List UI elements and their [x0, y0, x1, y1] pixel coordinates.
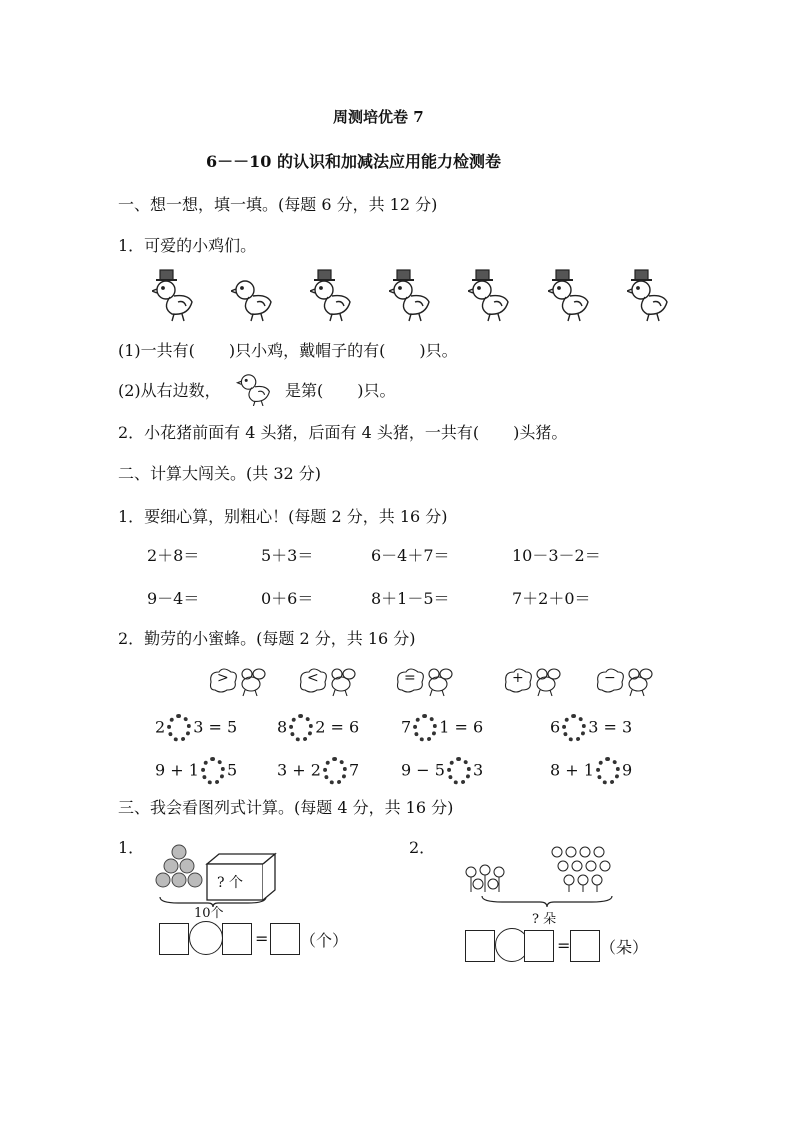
- text: 8: [277, 717, 288, 737]
- text: 3 + 2: [277, 760, 321, 780]
- answer-ring[interactable]: [413, 714, 437, 742]
- text: 1 = 6: [439, 717, 484, 737]
- box-label: ? 个: [217, 875, 243, 891]
- answer-circle[interactable]: [189, 921, 223, 955]
- chick-icon: [231, 266, 275, 322]
- answer-ring[interactable]: [323, 757, 347, 785]
- bee-with-sign: [502, 664, 562, 698]
- chick-with-hat-icon: [468, 266, 512, 322]
- p2-number: 2．: [409, 838, 436, 857]
- balls-icon: [153, 842, 205, 898]
- q1-1-part1: [118, 338, 458, 361]
- bee-with-sign: [207, 664, 267, 698]
- text: 3 = 3: [588, 717, 633, 737]
- text: 9 − 5: [401, 760, 445, 780]
- section-3-heading: 三、我会看图列式计算。(每题 4 分，共 16 分): [118, 798, 454, 817]
- text: (2)从右边数，: [118, 381, 221, 400]
- text: )只小鸡，戴帽子的有(: [228, 341, 386, 360]
- chick-with-hat-icon: [152, 266, 196, 322]
- text: 3: [472, 760, 484, 780]
- q2-1-label: 1．要细心算，别粗心！(每题 2 分，共 16 分): [118, 507, 448, 526]
- bee-fill-item: [277, 714, 359, 742]
- answer-ring[interactable]: [596, 757, 620, 785]
- bee-fill-item: [155, 714, 237, 742]
- answer-box[interactable]: [465, 930, 495, 962]
- text: 3 = 5: [193, 717, 238, 737]
- chick-with-hat-icon: [389, 266, 433, 322]
- calc-item[interactable]: 5＋3＝: [261, 546, 314, 565]
- q2-2-label: 2．勤劳的小蜜蜂。(每题 2 分，共 16 分): [118, 629, 416, 648]
- answer-box[interactable]: [159, 923, 189, 955]
- bee-fill-item: [550, 714, 632, 742]
- chick-with-hat-icon: [548, 266, 592, 322]
- text: )头猪。: [513, 423, 568, 442]
- bee-fill-item: [401, 714, 483, 742]
- page-title: 周测培优卷 7: [333, 108, 424, 126]
- calc-item[interactable]: 10－3－2＝: [512, 546, 601, 565]
- bee-fill-item: [401, 757, 483, 785]
- bee-fill-item: [550, 757, 632, 785]
- bee-sign: +: [512, 670, 524, 686]
- calc-item[interactable]: 7＋2＋0＝: [512, 589, 591, 608]
- text: 6: [550, 717, 561, 737]
- calc-item[interactable]: 6－4＋7＝: [371, 546, 450, 565]
- bee-fill-item: [155, 757, 237, 785]
- chick-with-hat-icon: [310, 266, 354, 322]
- text: 是第(: [285, 381, 324, 400]
- text: 9 + 1: [155, 760, 199, 780]
- bee-sign: =: [404, 670, 416, 686]
- flowers-right-icon: [549, 844, 615, 894]
- text: 7: [348, 760, 360, 780]
- bee-fill-item: [277, 757, 359, 785]
- brace-label: ? 朵: [532, 912, 557, 927]
- chick-with-hat-icon: [627, 266, 671, 322]
- bee-sign: >: [217, 670, 229, 686]
- text: 2 = 6: [315, 717, 360, 737]
- bee-with-sign: [394, 664, 454, 698]
- answer-box[interactable]: [524, 930, 554, 962]
- answer-box[interactable]: [222, 923, 252, 955]
- text: 2: [155, 717, 166, 737]
- calc-item[interactable]: 2＋8＝: [147, 546, 200, 565]
- page-subtitle: 6－－10 的认识和加减法应用能力检测卷: [206, 152, 501, 171]
- text: 7: [401, 717, 412, 737]
- bee-with-sign: [297, 664, 357, 698]
- unit-label: （个）: [300, 931, 349, 950]
- q1-2: [118, 420, 567, 443]
- bee-sign: <: [307, 670, 319, 686]
- q1-1-part2: [118, 378, 221, 401]
- unit-label: （朵）: [600, 938, 649, 957]
- text: )只。: [357, 381, 396, 400]
- text: 5: [226, 760, 238, 780]
- equals-sign: =: [557, 936, 571, 955]
- text: 8 + 1: [550, 760, 594, 780]
- equals-sign: =: [255, 929, 269, 948]
- calc-item[interactable]: 0＋6＝: [261, 589, 314, 608]
- total-brace: [480, 894, 614, 908]
- chick-icon: [232, 366, 278, 406]
- q1-1-part2-rest: [285, 378, 396, 401]
- calc-item[interactable]: 9－4＝: [147, 589, 200, 608]
- text: )只。: [419, 341, 458, 360]
- q1-1-label: 1．可爱的小鸡们。: [118, 236, 257, 255]
- answer-ring[interactable]: [562, 714, 586, 742]
- p1-number: 1．: [118, 838, 145, 857]
- calc-item[interactable]: 8＋1－5＝: [371, 589, 450, 608]
- text: 9: [621, 760, 633, 780]
- text: (1)一共有(: [118, 341, 195, 360]
- section-2-heading: 二、计算大闯关。(共 32 分): [118, 464, 322, 483]
- answer-box[interactable]: [270, 923, 300, 955]
- answer-ring[interactable]: [167, 714, 191, 742]
- answer-ring[interactable]: [289, 714, 313, 742]
- flowers-left-icon: [463, 862, 507, 894]
- answer-box[interactable]: [570, 930, 600, 962]
- answer-ring[interactable]: [201, 757, 225, 785]
- text: 2．小花猪前面有 4 头猪，后面有 4 头猪，一共有(: [118, 423, 480, 442]
- bee-with-sign: [594, 664, 654, 698]
- bee-sign: −: [604, 670, 616, 686]
- section-1-heading: 一、想一想，填一填。(每题 6 分，共 12 分): [118, 195, 438, 214]
- total-label: 10个: [194, 906, 224, 921]
- hidden-box: [205, 852, 263, 898]
- answer-ring[interactable]: [447, 757, 471, 785]
